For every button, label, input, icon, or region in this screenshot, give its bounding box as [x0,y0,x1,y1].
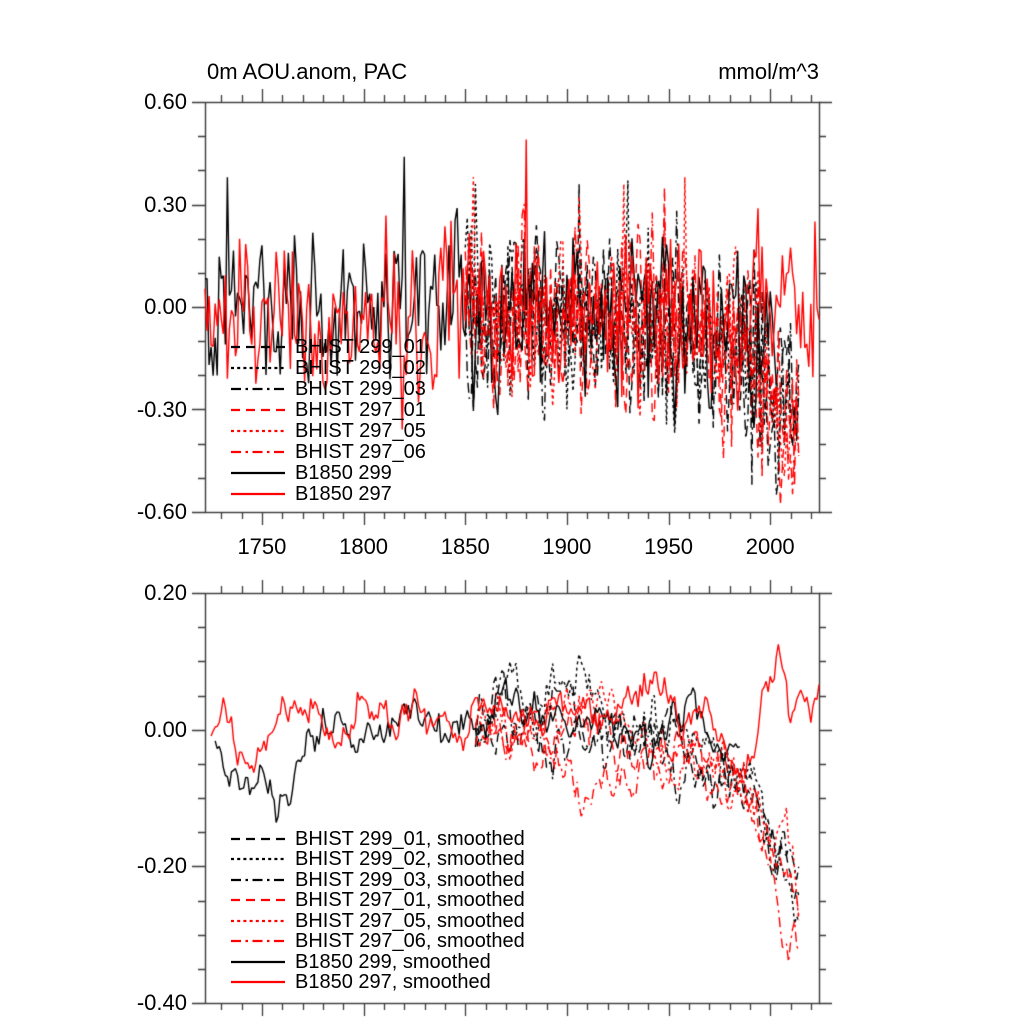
y-tick-label: -0.40 [136,990,187,1015]
legend-label: BHIST 297_06, smoothed [295,930,525,953]
panel1-units-label: mmol/m^3 [718,59,819,84]
legend-label: BHIST 297_06 [295,441,426,463]
legend-label: BHIST 297_01, smoothed [295,889,525,912]
y-tick-label: 0.00 [144,716,187,742]
y-tick-label: -0.60 [136,499,187,524]
legend-label: B1850 299, smoothed [295,950,491,973]
panel2-legend [230,829,525,993]
legend-line-sample [230,358,286,378]
y-tick-label: -0.30 [136,396,187,422]
legend-item [230,952,525,973]
legend-line-sample [230,870,286,890]
x-tick-label: 1900 [542,534,592,559]
legend-item [230,484,426,505]
legend-label: BHIST 299_03 [295,378,426,400]
legend-line-sample [230,849,286,869]
legend-label: BHIST 297_05, smoothed [295,909,525,932]
legend-label: BHIST 297_01 [295,399,426,421]
panel1-title-left: 0m AOU.anom, PAC [207,59,408,84]
legend-item [230,442,426,463]
legend-item [230,463,426,484]
y-tick-label: 0.30 [144,191,187,217]
legend-line-sample [230,421,286,441]
legend-line-sample [230,463,286,483]
legend-line-sample [230,931,286,951]
x-tick-label: 1750 [237,534,287,559]
legend-item [230,849,525,870]
legend-item [230,829,525,850]
y-tick-label: 0.20 [144,580,187,605]
legend-item [230,870,525,891]
x-tick-label: 1950 [644,534,694,559]
y-tick-label: -0.20 [136,853,187,879]
panel1-legend [230,337,426,505]
legend-label: BHIST 299_02, smoothed [295,848,525,871]
legend-item [230,337,426,358]
legend-item [230,400,426,421]
legend-line-sample [230,911,286,931]
legend-line-sample [230,379,286,399]
legend-label: BHIST 299_02 [295,357,426,379]
legend-label: BHIST 299_01 [295,336,426,358]
legend-item [230,358,426,379]
legend-label: B1850 297, smoothed [295,971,491,994]
legend-item [230,972,525,993]
x-tick-label: 2000 [745,534,795,559]
legend-label: B1850 297 [295,483,392,505]
y-tick-label: 0.00 [144,294,187,319]
legend-line-sample [230,972,286,992]
x-tick-label: 1850 [440,534,490,559]
legend-line-sample [230,484,286,504]
x-tick-label: 1800 [339,534,389,559]
legend-line-sample [230,400,286,420]
legend-item [230,890,525,911]
legend-line-sample [230,890,286,910]
legend-item [230,421,426,442]
legend-item [230,911,525,932]
legend-label: BHIST 297_05 [295,420,426,442]
legend-label: B1850 299 [295,462,392,484]
legend-label: BHIST 299_03, smoothed [295,868,525,891]
legend-line-sample [230,829,286,849]
legend-item [230,931,525,952]
y-tick-label: 0.60 [144,89,187,114]
legend-line-sample [230,952,286,972]
legend-line-sample [230,337,286,357]
legend-label: BHIST 299_01, smoothed [295,827,525,850]
legend-line-sample [230,442,286,462]
legend-item [230,379,426,400]
